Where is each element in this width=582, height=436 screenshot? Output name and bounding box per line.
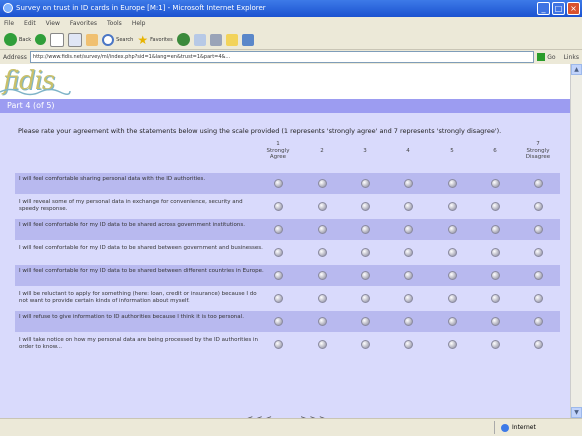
back-arrow-icon — [4, 33, 17, 46]
page-content — [0, 64, 570, 418]
statement-text: I will feel comfortable for my ID data to be shared between government and businesses. — [19, 245, 263, 251]
window-controls — [537, 2, 580, 15]
scale-header-1: 1 Strongly Agree — [266, 141, 290, 160]
rating-radio-5[interactable] — [448, 271, 457, 280]
statement-text: I will take notice on how my personal data are being processed by the ID authorities in order to know... — [19, 337, 258, 350]
rating-radio-1[interactable] — [274, 248, 283, 257]
rating-radio-7[interactable] — [534, 202, 543, 211]
rating-radio-6[interactable] — [491, 179, 500, 188]
rating-radio-4[interactable] — [404, 202, 413, 211]
rating-radio-5[interactable] — [448, 317, 457, 326]
statement-row — [15, 265, 560, 286]
close-button[interactable]: × — [567, 2, 580, 15]
rating-radio-2[interactable] — [318, 317, 327, 326]
go-icon[interactable] — [537, 53, 545, 61]
refresh-icon[interactable] — [68, 33, 82, 47]
rating-radio-4[interactable] — [404, 179, 413, 188]
rating-radio-2[interactable] — [318, 294, 327, 303]
rating-radio-2[interactable] — [318, 340, 327, 349]
back-label: Back — [19, 36, 32, 43]
scale-header-6: 6 — [493, 148, 497, 154]
rating-radio-5[interactable] — [448, 248, 457, 257]
rating-radio-5[interactable] — [448, 202, 457, 211]
rating-radio-5[interactable] — [448, 225, 457, 234]
scroll-up-icon[interactable]: ▲ — [571, 64, 582, 75]
media-icon[interactable] — [177, 33, 190, 46]
rating-radio-4[interactable] — [404, 225, 413, 234]
statement-row — [15, 196, 560, 217]
rating-radio-4[interactable] — [404, 248, 413, 257]
minimize-button[interactable]: _ — [537, 2, 550, 15]
part-title: Part 4 (of 5) — [0, 99, 570, 113]
statement-row — [15, 219, 560, 240]
rating-radio-2[interactable] — [318, 202, 327, 211]
menu-view[interactable]: View — [45, 20, 60, 27]
browser-toolbar — [0, 30, 582, 50]
statement-text: I will feel comfortable sharing personal data with the ID authorities. — [19, 176, 206, 182]
rating-radio-1[interactable] — [274, 340, 283, 349]
maximize-button[interactable]: □ — [552, 2, 565, 15]
rating-radio-6[interactable] — [491, 225, 500, 234]
menu-favorites[interactable]: Favorites — [69, 20, 98, 27]
rating-radio-3[interactable] — [361, 294, 370, 303]
statement-row — [15, 173, 560, 194]
rating-radio-3[interactable] — [361, 179, 370, 188]
favorites-button[interactable] — [137, 33, 172, 47]
rating-radio-1[interactable] — [274, 202, 283, 211]
scale-header-7: 7 Strongly Disagree — [525, 141, 551, 160]
rating-radio-7[interactable] — [534, 340, 543, 349]
statement-text: I will refuse to give information to ID authorities because I think it is too personal. — [19, 314, 244, 320]
rating-radio-3[interactable] — [361, 248, 370, 257]
back-button[interactable] — [4, 33, 31, 46]
menu-help[interactable]: Help — [131, 20, 146, 27]
menu-file[interactable]: File — [4, 20, 15, 27]
statement-row — [15, 288, 560, 309]
globe-icon — [501, 424, 509, 432]
statement-text: I will feel comfortable for my ID data to be shared across government institutions. — [19, 222, 245, 228]
scale-header-5: 5 — [450, 148, 454, 154]
folder-icon[interactable] — [226, 34, 238, 46]
address-bar — [0, 50, 582, 64]
rating-radio-1[interactable] — [274, 271, 283, 280]
rating-radio-7[interactable] — [534, 179, 543, 188]
rating-radio-7[interactable] — [534, 271, 543, 280]
rating-radio-7[interactable] — [534, 294, 543, 303]
rating-radio-3[interactable] — [361, 225, 370, 234]
forward-arrow-icon[interactable] — [35, 34, 46, 45]
rating-radio-3[interactable] — [361, 271, 370, 280]
statement-row — [15, 242, 560, 263]
ie-icon — [3, 3, 13, 13]
rating-radio-2[interactable] — [318, 271, 327, 280]
logo-wave-icon — [0, 86, 70, 96]
rating-radio-4[interactable] — [404, 294, 413, 303]
address-input[interactable]: http://www.fidis.net/survey/ml/index.php?sid=1&lang=en&trust=1&part=4&... — [30, 51, 534, 63]
rating-radio-4[interactable] — [404, 317, 413, 326]
rating-radio-7[interactable] — [534, 225, 543, 234]
window-titlebar — [0, 0, 582, 17]
search-label: Search — [116, 36, 134, 43]
rating-radio-3[interactable] — [361, 202, 370, 211]
security-zone — [494, 421, 536, 434]
stop-icon[interactable] — [50, 33, 64, 47]
rating-radio-7[interactable] — [534, 317, 543, 326]
scale-header-4: 4 — [406, 148, 410, 154]
address-label: Address — [3, 53, 27, 61]
links-label[interactable]: Links — [563, 53, 579, 61]
window-title: Survey on trust in ID cards in Europe [M:1] - Microsoft Internet Explorer — [16, 4, 266, 12]
rating-radio-3[interactable] — [361, 340, 370, 349]
print-icon[interactable] — [210, 34, 222, 46]
rating-radio-2[interactable] — [318, 225, 327, 234]
statement-row — [15, 311, 560, 332]
rating-radio-3[interactable] — [361, 317, 370, 326]
fidis-logo: fidis — [3, 66, 55, 96]
rating-radio-7[interactable] — [534, 248, 543, 257]
zone-label: Internet — [512, 424, 536, 431]
scroll-down-icon[interactable]: ▼ — [571, 407, 582, 418]
star-icon: ★ — [137, 32, 149, 47]
mail-icon[interactable] — [194, 34, 206, 46]
status-bar — [0, 418, 582, 436]
rating-radio-6[interactable] — [491, 294, 500, 303]
scale-header-2: 2 — [320, 148, 324, 154]
menu-edit[interactable]: Edit — [24, 20, 36, 27]
rating-radio-5[interactable] — [448, 340, 457, 349]
statement-row — [15, 334, 560, 355]
instructions: Please rate your agreement with the statements below using the scale provided (1 represents 'strongly agree' and 7 represents 'strongly disagree'). — [18, 127, 502, 135]
rating-radio-1[interactable] — [274, 179, 283, 188]
rating-radio-6[interactable] — [491, 317, 500, 326]
go-label[interactable]: Go — [547, 53, 556, 61]
favorites-label: Favorites — [150, 36, 173, 43]
rating-radio-5[interactable] — [448, 179, 457, 188]
menu-bar — [0, 17, 582, 30]
scale-header-3: 3 — [363, 148, 367, 154]
survey-area — [0, 99, 570, 418]
rating-radio-5[interactable] — [448, 294, 457, 303]
rating-radio-6[interactable] — [491, 202, 500, 211]
vertical-scrollbar[interactable] — [570, 64, 582, 418]
statement-text: I will feel comfortable for my ID data to be shared between different countries in Europe. — [19, 268, 264, 274]
messenger-icon[interactable] — [242, 34, 254, 46]
rating-radio-6[interactable] — [491, 340, 500, 349]
statement-text: I will reveal some of my personal data in exchange for convenience, security and speedy response. — [19, 199, 243, 212]
menu-tools[interactable]: Tools — [107, 20, 122, 27]
rating-radio-4[interactable] — [404, 271, 413, 280]
rating-radio-1[interactable] — [274, 294, 283, 303]
rating-radio-2[interactable] — [318, 248, 327, 257]
rating-radio-2[interactable] — [318, 179, 327, 188]
rating-radio-6[interactable] — [491, 271, 500, 280]
home-icon[interactable] — [86, 34, 98, 46]
rating-radio-4[interactable] — [404, 340, 413, 349]
rating-radio-6[interactable] — [491, 248, 500, 257]
rating-radio-1[interactable] — [274, 225, 283, 234]
search-icon — [102, 34, 114, 46]
statement-text: I will be reluctant to apply for something (here: loan, credit or insurance) because I do not want to provide certain kinds of information about myself. — [19, 291, 257, 304]
search-button[interactable] — [102, 34, 133, 46]
rating-radio-1[interactable] — [274, 317, 283, 326]
